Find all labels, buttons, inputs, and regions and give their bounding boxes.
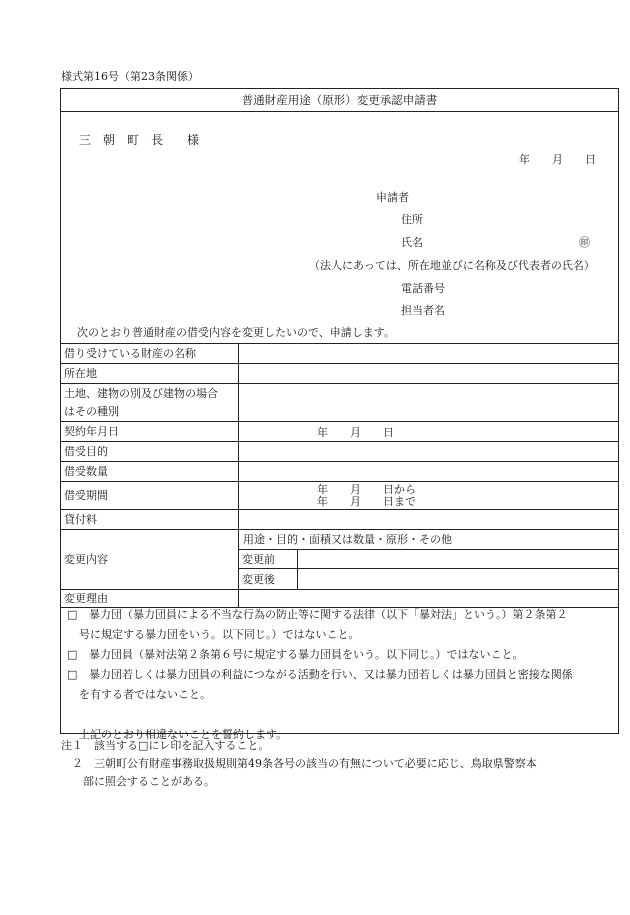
pledge-section <box>61 605 618 745</box>
applicant-heading: 申請者 <box>376 191 409 204</box>
note-2-line1: ２ 三朝町公有財産事務取扱規則第49条各号の該当の有無について必要に応じ、鳥取県警察本 <box>61 757 537 770</box>
property-name-value[interactable] <box>239 344 618 363</box>
checkbox-icon[interactable]: □ <box>67 648 78 661</box>
pledge-item-3-text: 暴力団若しくは暴力団員の利益につながる活動を行い、又は暴力団若しくは暴力団員と密接な関係 <box>89 668 573 681</box>
pledge-item-3 <box>67 665 612 685</box>
details-table <box>61 343 618 608</box>
category-value[interactable] <box>239 384 618 421</box>
row-label <box>61 384 239 421</box>
pledge-item-2-text: 暴力団員（暴対法第２条第６号に規定する暴力団員をいう。以下同じ。）ではないこと。 <box>89 648 524 661</box>
period-value[interactable] <box>239 482 618 509</box>
contract-date-value[interactable] <box>239 422 618 441</box>
note-1: 注１ 該当する□にレ印を記入すること。 <box>61 739 270 752</box>
table-row <box>61 422 618 442</box>
change-items-text: 用途・目的・面積又は数量・原形・その他 <box>243 533 452 547</box>
row-label: 変更内容 <box>61 530 239 589</box>
oath-text: 上記のとおり相違ないことを誓約します。 <box>79 728 288 741</box>
row-label: 所在地 <box>61 364 239 383</box>
table-row <box>61 442 618 462</box>
purpose-value[interactable] <box>239 442 618 461</box>
row-label: 借受目的 <box>61 442 239 461</box>
table-row <box>61 482 618 510</box>
table-row <box>61 364 618 384</box>
form-number: 様式第16号（第23条関係） <box>61 70 199 83</box>
corporate-note: （法人にあっては、所在地並びに名称及び代表者の氏名） <box>309 259 595 272</box>
application-form <box>60 88 619 741</box>
row-label: 貸付料 <box>61 510 239 529</box>
row-label: 借受数量 <box>61 462 239 481</box>
pledge-item-1-continued: 号に規定する暴力団をいう。以下同じ。）ではないこと。 <box>79 628 360 641</box>
intro-text: 次のとおり普通財産の借受内容を変更したいので、申請します。 <box>77 326 395 339</box>
row-label: 変更理由 <box>61 590 239 607</box>
table-row <box>61 510 618 530</box>
quantity-value[interactable] <box>239 462 618 481</box>
change-items-row <box>239 530 618 550</box>
pledge-item-1-text: 暴力団（暴力団員による不当な行為の防止等に関する法律（以下「暴対法」という。）第２条第２ <box>89 608 568 621</box>
rent-value[interactable] <box>239 510 618 529</box>
table-row <box>61 344 618 364</box>
notes <box>61 737 537 791</box>
table-row <box>61 462 618 482</box>
category-label-line1: 土地、建物の別及び建物の場合 <box>64 386 218 400</box>
applicant-address-label: 住所 <box>401 213 423 226</box>
table-row <box>61 384 618 422</box>
change-content-cell <box>239 530 618 589</box>
applicant-name-label: 氏名 <box>401 236 423 249</box>
form-title: 普通財産用途（原形）変更承認申請書 <box>61 89 618 112</box>
row-label: 借受期間 <box>61 482 239 509</box>
category-label-line2: はその種別 <box>64 404 119 418</box>
pledge-item-2 <box>67 645 612 665</box>
table-row <box>61 530 618 590</box>
change-before-value[interactable] <box>298 550 618 569</box>
change-after-value[interactable] <box>298 569 618 589</box>
contract-date-text: 年 月 日 <box>317 425 394 439</box>
checkbox-icon[interactable]: □ <box>67 668 78 681</box>
pledge-item-1 <box>67 605 612 625</box>
change-after-label: 変更後 <box>239 569 298 589</box>
period-from: 年 月 日から <box>317 482 416 496</box>
applicant-contact-label: 担当者名 <box>401 304 445 317</box>
applicant-phone-label: 電話番号 <box>401 282 445 295</box>
period-to: 年 月 日まで <box>317 494 416 508</box>
checkbox-icon[interactable]: □ <box>67 608 78 621</box>
row-label: 借り受けている財産の名称 <box>61 344 239 363</box>
seal-mark: ㊞ <box>579 236 590 249</box>
addressee: 三 朝 町 長 様 <box>79 133 200 147</box>
change-before-row <box>239 550 618 570</box>
note-2-line2: 部に照会することがある。 <box>61 775 215 788</box>
row-label: 契約年月日 <box>61 422 239 441</box>
date-line: 年 月 日 <box>519 153 596 166</box>
change-before-label: 変更前 <box>239 550 298 569</box>
change-after-row <box>239 569 618 589</box>
location-value[interactable] <box>239 364 618 383</box>
pledge-item-3-continued: を有する者ではないこと。 <box>79 688 211 701</box>
